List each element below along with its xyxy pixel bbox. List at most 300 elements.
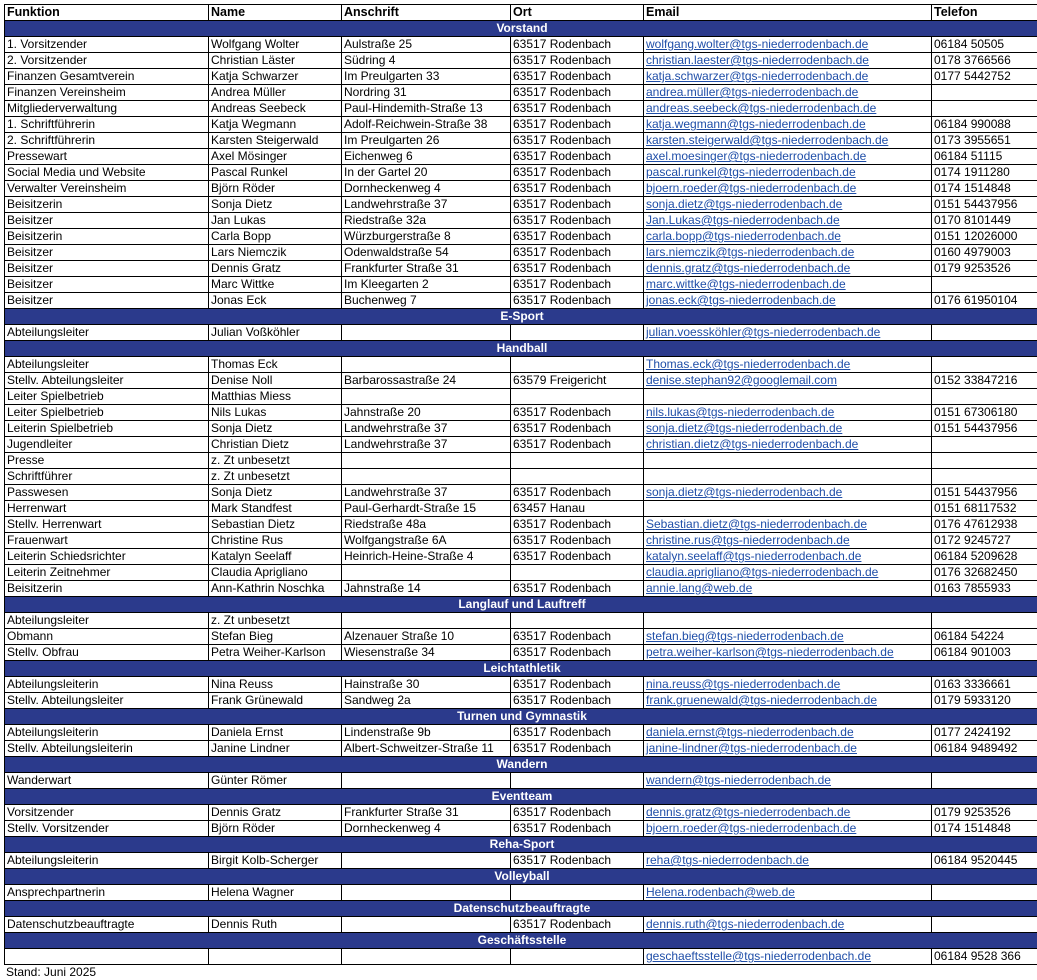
cell-ort: 63579 Freigericht (511, 373, 644, 389)
cell-funktion: Jugendleiter (5, 437, 209, 453)
cell-ort: 63517 Rodenbach (511, 437, 644, 453)
cell-email[interactable]: julian.voessköhler@tgs-niederrodenbach.de (644, 325, 932, 341)
cell-telefon: 0151 54437956 (932, 421, 1037, 437)
cell-anschrift: Würzburgerstraße 8 (342, 229, 511, 245)
cell-name: Julian Voßköhler (209, 325, 342, 341)
cell-anschrift: Wiesenstraße 34 (342, 645, 511, 661)
cell-email[interactable]: bjoern.roeder@tgs-niederrodenbach.de (644, 181, 932, 197)
cell-telefon: 06184 50505 (932, 37, 1037, 53)
cell-email[interactable]: Helena.rodenbach@web.de (644, 885, 932, 901)
section-header (5, 661, 1037, 677)
cell-funktion: Beisitzerin (5, 197, 209, 213)
cell-name (209, 949, 342, 965)
section-title: Geschäftsstelle (5, 933, 1037, 949)
cell-email[interactable]: Sebastian.dietz@tgs-niederrodenbach.de (644, 517, 932, 533)
cell-name: Jan Lukas (209, 213, 342, 229)
cell-ort: 63517 Rodenbach (511, 677, 644, 693)
cell-anschrift: Riedstraße 48a (342, 517, 511, 533)
cell-name: z. Zt unbesetzt (209, 613, 342, 629)
cell-name: Andreas Seebeck (209, 101, 342, 117)
cell-anschrift: Nordring 31 (342, 85, 511, 101)
header-anschrift: Anschrift (342, 5, 511, 21)
cell-ort: 63517 Rodenbach (511, 581, 644, 597)
table-row (5, 773, 1037, 789)
cell-name: Claudia Aprigliano (209, 565, 342, 581)
cell-ort: 63457 Hanau (511, 501, 644, 517)
cell-anschrift: Odenwaldstraße 54 (342, 245, 511, 261)
cell-funktion: Stellv. Herrenwart (5, 517, 209, 533)
cell-name: Pascal Runkel (209, 165, 342, 181)
cell-ort: 63517 Rodenbach (511, 917, 644, 933)
table-row (5, 149, 1037, 165)
cell-email[interactable]: sonja.dietz@tgs-niederrodenbach.de (644, 197, 932, 213)
cell-anschrift: Hainstraße 30 (342, 677, 511, 693)
cell-email[interactable]: nina.reuss@tgs-niederrodenbach.de (644, 677, 932, 693)
cell-anschrift (342, 949, 511, 965)
header-telefon: Telefon (932, 5, 1037, 21)
cell-email[interactable]: nils.lukas@tgs-niederrodenbach.de (644, 405, 932, 421)
table-row (5, 389, 1037, 405)
cell-ort: 63517 Rodenbach (511, 821, 644, 837)
cell-email[interactable]: daniela.ernst@tgs-niederrodenbach.de (644, 725, 932, 741)
cell-funktion: Finanzen Vereinsheim (5, 85, 209, 101)
cell-email[interactable]: christian.dietz@tgs-niederrodenbach.de (644, 437, 932, 453)
cell-telefon: 06184 901003 (932, 645, 1037, 661)
table-row (5, 533, 1037, 549)
table-row (5, 69, 1037, 85)
cell-email[interactable]: andreas.seebeck@tgs-niederrodenbach.de (644, 101, 932, 117)
cell-name: Andrea Müller (209, 85, 342, 101)
cell-telefon: 0179 9253526 (932, 805, 1037, 821)
table-row (5, 117, 1037, 133)
cell-funktion: 2. Schriftführerin (5, 133, 209, 149)
cell-email[interactable]: wandern@tgs-niederrodenbach.de (644, 773, 932, 789)
cell-ort: 63517 Rodenbach (511, 725, 644, 741)
header-name: Name (209, 5, 342, 21)
cell-anschrift (342, 453, 511, 469)
cell-telefon: 06184 9528 366 (932, 949, 1037, 965)
cell-email[interactable]: jonas.eck@tgs-niederrodenbach.de (644, 293, 932, 309)
cell-telefon: 0151 54437956 (932, 197, 1037, 213)
cell-telefon: 06184 5209628 (932, 549, 1037, 565)
cell-ort (511, 565, 644, 581)
section-header (5, 757, 1037, 773)
cell-ort: 63517 Rodenbach (511, 645, 644, 661)
cell-funktion: Stellv. Obfrau (5, 645, 209, 661)
cell-name: Dennis Ruth (209, 917, 342, 933)
cell-anschrift (342, 917, 511, 933)
cell-telefon: 0151 12026000 (932, 229, 1037, 245)
table-row (5, 85, 1037, 101)
table-row (5, 805, 1037, 821)
section-header (5, 933, 1037, 949)
cell-name: Katja Wegmann (209, 117, 342, 133)
cell-ort: 63517 Rodenbach (511, 165, 644, 181)
table-row (5, 293, 1037, 309)
cell-funktion: Beisitzer (5, 277, 209, 293)
cell-anschrift: Riedstraße 32a (342, 213, 511, 229)
table-row (5, 517, 1037, 533)
cell-email (644, 389, 932, 405)
section-title: Vorstand (5, 21, 1037, 37)
cell-name: Lars Niemczik (209, 245, 342, 261)
cell-email (644, 469, 932, 485)
cell-funktion: Stellv. Abteilungsleiter (5, 693, 209, 709)
cell-ort: 63517 Rodenbach (511, 421, 644, 437)
table-row (5, 645, 1037, 661)
cell-anschrift: Im Kleegarten 2 (342, 277, 511, 293)
cell-funktion: Leiterin Spielbetrieb (5, 421, 209, 437)
cell-anschrift: Jahnstraße 20 (342, 405, 511, 421)
cell-anschrift: Buchenweg 7 (342, 293, 511, 309)
cell-name: Janine Lindner (209, 741, 342, 757)
cell-telefon: 06184 54224 (932, 629, 1037, 645)
table-row (5, 629, 1037, 645)
cell-ort: 63517 Rodenbach (511, 517, 644, 533)
cell-telefon (932, 885, 1037, 901)
cell-anschrift: Jahnstraße 14 (342, 581, 511, 597)
table-row (5, 549, 1037, 565)
cell-anschrift: Südring 4 (342, 53, 511, 69)
cell-ort: 63517 Rodenbach (511, 197, 644, 213)
cell-ort: 63517 Rodenbach (511, 629, 644, 645)
cell-email[interactable]: petra.weiher-karlson@tgs-niederrodenbach.de (644, 645, 932, 661)
table-row (5, 261, 1037, 277)
table-row (5, 421, 1037, 437)
cell-name: Stefan Bieg (209, 629, 342, 645)
section-header (5, 901, 1037, 917)
cell-anschrift: Paul-Hindemith-Straße 13 (342, 101, 511, 117)
cell-funktion (5, 949, 209, 965)
cell-funktion: Stellv. Abteilungsleiter (5, 373, 209, 389)
cell-email[interactable]: katja.wegmann@tgs-niederrodenbach.de (644, 117, 932, 133)
cell-ort: 63517 Rodenbach (511, 485, 644, 501)
table-row (5, 213, 1037, 229)
cell-email[interactable]: pascal.runkel@tgs-niederrodenbach.de (644, 165, 932, 181)
section-header (5, 789, 1037, 805)
cell-name: Carla Bopp (209, 229, 342, 245)
cell-funktion: Leiterin Zeitnehmer (5, 565, 209, 581)
cell-email (644, 501, 932, 517)
cell-name: Sonja Dietz (209, 197, 342, 213)
table-row (5, 197, 1037, 213)
cell-email[interactable]: janine-lindner@tgs-niederrodenbach.de (644, 741, 932, 757)
cell-anschrift: Dornheckenweg 4 (342, 181, 511, 197)
header-row (5, 5, 1037, 21)
cell-anschrift (342, 357, 511, 373)
cell-name: Sebastian Dietz (209, 517, 342, 533)
cell-anschrift: Paul-Gerhardt-Straße 15 (342, 501, 511, 517)
cell-telefon: 0152 33847216 (932, 373, 1037, 389)
cell-email[interactable]: karsten.steigerwald@tgs-niederrodenbach.de (644, 133, 932, 149)
footer-date: Stand: Juni 2025 (6, 965, 97, 979)
cell-funktion: Stellv. Vorsitzender (5, 821, 209, 837)
cell-name: Dennis Gratz (209, 261, 342, 277)
cell-email[interactable]: christine.rus@tgs-niederrodenbach.de (644, 533, 932, 549)
cell-name: Christian Läster (209, 53, 342, 69)
cell-name: Petra Weiher-Karlson (209, 645, 342, 661)
cell-email[interactable]: bjoern.roeder@tgs-niederrodenbach.de (644, 821, 932, 837)
table-row (5, 501, 1037, 517)
cell-funktion: Abteilungsleiterin (5, 853, 209, 869)
cell-funktion: 2. Vorsitzender (5, 53, 209, 69)
table-row (5, 133, 1037, 149)
cell-telefon: 0151 54437956 (932, 485, 1037, 501)
cell-telefon: 0151 67306180 (932, 405, 1037, 421)
cell-email[interactable]: frank.gruenewald@tgs-niederrodenbach.de (644, 693, 932, 709)
cell-telefon: 06184 51115 (932, 149, 1037, 165)
cell-name: Sonja Dietz (209, 485, 342, 501)
cell-name: Dennis Gratz (209, 805, 342, 821)
cell-email[interactable]: claudia.aprigliano@tgs-niederrodenbach.de (644, 565, 932, 581)
cell-telefon (932, 437, 1037, 453)
section-header (5, 309, 1037, 325)
cell-name: Katalyn Seelaff (209, 549, 342, 565)
table-row (5, 181, 1037, 197)
cell-anschrift: Lindenstraße 9b (342, 725, 511, 741)
cell-funktion: Vorsitzender (5, 805, 209, 821)
table-row (5, 741, 1037, 757)
cell-email[interactable]: Jan.Lukas@tgs-niederrodenbach.de (644, 213, 932, 229)
cell-funktion: Stellv. Abteilungsleiterin (5, 741, 209, 757)
table-row (5, 469, 1037, 485)
cell-anschrift: Frankfurter Straße 31 (342, 805, 511, 821)
cell-funktion: 1. Vorsitzender (5, 37, 209, 53)
cell-name: Günter Römer (209, 773, 342, 789)
cell-telefon: 0170 8101449 (932, 213, 1037, 229)
table-row (5, 245, 1037, 261)
cell-name: Birgit Kolb-Scherger (209, 853, 342, 869)
cell-funktion: Beisitzer (5, 245, 209, 261)
cell-ort (511, 469, 644, 485)
cell-telefon: 0163 7855933 (932, 581, 1037, 597)
cell-ort: 63517 Rodenbach (511, 277, 644, 293)
cell-telefon: 0176 61950104 (932, 293, 1037, 309)
table-row (5, 53, 1037, 69)
cell-funktion: Beisitzer (5, 213, 209, 229)
cell-ort: 63517 Rodenbach (511, 805, 644, 821)
cell-funktion: Abteilungsleiter (5, 613, 209, 629)
table-row (5, 917, 1037, 933)
cell-telefon (932, 357, 1037, 373)
cell-telefon (932, 277, 1037, 293)
table-row (5, 229, 1037, 245)
table-row (5, 485, 1037, 501)
cell-telefon: 0174 1911280 (932, 165, 1037, 181)
cell-funktion: Passwesen (5, 485, 209, 501)
cell-telefon: 0174 1514848 (932, 821, 1037, 837)
cell-anschrift: Aulstraße 25 (342, 37, 511, 53)
table-row (5, 725, 1037, 741)
cell-email[interactable]: dennis.ruth@tgs-niederrodenbach.de (644, 917, 932, 933)
table-row (5, 453, 1037, 469)
cell-ort: 63517 Rodenbach (511, 117, 644, 133)
cell-funktion: Herrenwart (5, 501, 209, 517)
cell-email[interactable]: axel.moesinger@tgs-niederrodenbach.de (644, 149, 932, 165)
cell-email[interactable]: reha@tgs-niederrodenbach.de (644, 853, 932, 869)
table-row (5, 165, 1037, 181)
cell-email[interactable]: christian.laester@tgs-niederrodenbach.de (644, 53, 932, 69)
contact-table (4, 4, 1037, 965)
cell-email[interactable]: dennis.gratz@tgs-niederrodenbach.de (644, 805, 932, 821)
cell-telefon: 06184 990088 (932, 117, 1037, 133)
section-title: Turnen und Gymnastik (5, 709, 1037, 725)
cell-name: Christian Dietz (209, 437, 342, 453)
cell-email[interactable]: wolfgang.wolter@tgs-niederrodenbach.de (644, 37, 932, 53)
cell-telefon (932, 85, 1037, 101)
cell-funktion: Datenschutzbeauftragte (5, 917, 209, 933)
cell-ort: 63517 Rodenbach (511, 405, 644, 421)
cell-name: Björn Röder (209, 821, 342, 837)
cell-telefon: 0172 9245727 (932, 533, 1037, 549)
section-title: Leichtathletik (5, 661, 1037, 677)
table-body (5, 21, 1037, 965)
cell-name: Frank Grünewald (209, 693, 342, 709)
cell-funktion: Beisitzerin (5, 581, 209, 597)
table-row (5, 693, 1037, 709)
cell-email[interactable]: katja.schwarzer@tgs-niederrodenbach.de (644, 69, 932, 85)
cell-anschrift: Wolfgangstraße 6A (342, 533, 511, 549)
cell-funktion: Beisitzer (5, 261, 209, 277)
cell-ort (511, 389, 644, 405)
cell-ort: 63517 Rodenbach (511, 853, 644, 869)
cell-ort (511, 613, 644, 629)
cell-telefon: 06184 9520445 (932, 853, 1037, 869)
cell-name: Jonas Eck (209, 293, 342, 309)
cell-anschrift: Im Preulgarten 26 (342, 133, 511, 149)
cell-funktion: Social Media und Website (5, 165, 209, 181)
cell-name: Nils Lukas (209, 405, 342, 421)
cell-email[interactable]: stefan.bieg@tgs-niederrodenbach.de (644, 629, 932, 645)
table-row (5, 277, 1037, 293)
cell-anschrift: Alzenauer Straße 10 (342, 629, 511, 645)
cell-email[interactable]: katalyn.seelaff@tgs-niederrodenbach.de (644, 549, 932, 565)
cell-email[interactable]: geschaeftsstelle@tgs-niederrodenbach.de (644, 949, 932, 965)
cell-anschrift (342, 565, 511, 581)
cell-funktion: Verwalter Vereinsheim (5, 181, 209, 197)
cell-email[interactable]: annie.lang@web.de (644, 581, 932, 597)
cell-anschrift (342, 885, 511, 901)
cell-ort: 63517 Rodenbach (511, 53, 644, 69)
cell-email[interactable]: andrea.müller@tgs-niederrodenbach.de (644, 85, 932, 101)
header-funktion: Funktion (5, 5, 209, 21)
cell-funktion: Leiterin Schiedsrichter (5, 549, 209, 565)
section-title: E-Sport (5, 309, 1037, 325)
cell-telefon: 0176 47612938 (932, 517, 1037, 533)
cell-telefon: 0177 2424192 (932, 725, 1037, 741)
section-header (5, 341, 1037, 357)
cell-funktion: Presse (5, 453, 209, 469)
cell-telefon (932, 773, 1037, 789)
cell-ort: 63517 Rodenbach (511, 229, 644, 245)
cell-anschrift: Heinrich-Heine-Straße 4 (342, 549, 511, 565)
cell-funktion: Leiter Spielbetrieb (5, 405, 209, 421)
cell-funktion: Schriftführer (5, 469, 209, 485)
cell-ort: 63517 Rodenbach (511, 85, 644, 101)
cell-funktion: Beisitzerin (5, 229, 209, 245)
cell-ort: 63517 Rodenbach (511, 69, 644, 85)
table-row (5, 405, 1037, 421)
header-ort: Ort (511, 5, 644, 21)
cell-telefon (932, 613, 1037, 629)
cell-name: z. Zt unbesetzt (209, 469, 342, 485)
table-row (5, 357, 1037, 373)
cell-ort: 63517 Rodenbach (511, 693, 644, 709)
cell-ort: 63517 Rodenbach (511, 293, 644, 309)
cell-ort: 63517 Rodenbach (511, 149, 644, 165)
cell-telefon (932, 469, 1037, 485)
cell-email[interactable]: carla.bopp@tgs-niederrodenbach.de (644, 229, 932, 245)
cell-anschrift: Eichenweg 6 (342, 149, 511, 165)
cell-telefon (932, 453, 1037, 469)
cell-anschrift: Landwehrstraße 37 (342, 437, 511, 453)
section-title: Eventteam (5, 789, 1037, 805)
cell-name: Sonja Dietz (209, 421, 342, 437)
cell-email[interactable]: denise.stephan92@googlemail.com (644, 373, 932, 389)
cell-ort (511, 453, 644, 469)
cell-email[interactable]: lars.niemczik@tgs-niederrodenbach.de (644, 245, 932, 261)
cell-name: Daniela Ernst (209, 725, 342, 741)
section-header (5, 597, 1037, 613)
cell-ort (511, 773, 644, 789)
cell-anschrift: Dornheckenweg 4 (342, 821, 511, 837)
cell-email[interactable]: sonja.dietz@tgs-niederrodenbach.de (644, 485, 932, 501)
cell-telefon: 0163 3336661 (932, 677, 1037, 693)
cell-anschrift (342, 853, 511, 869)
header-email: Email (644, 5, 932, 21)
cell-name: Matthias Miess (209, 389, 342, 405)
table-row (5, 581, 1037, 597)
cell-email[interactable]: dennis.gratz@tgs-niederrodenbach.de (644, 261, 932, 277)
cell-telefon (932, 325, 1037, 341)
cell-anschrift (342, 469, 511, 485)
cell-name: Denise Noll (209, 373, 342, 389)
cell-ort (511, 949, 644, 965)
cell-telefon (932, 917, 1037, 933)
section-header (5, 21, 1037, 37)
section-title: Wandern (5, 757, 1037, 773)
cell-email[interactable]: marc.wittke@tgs-niederrodenbach.de (644, 277, 932, 293)
cell-telefon (932, 101, 1037, 117)
cell-telefon: 0176 32682450 (932, 565, 1037, 581)
cell-name: Karsten Steigerwald (209, 133, 342, 149)
table-row (5, 437, 1037, 453)
table-row (5, 37, 1037, 53)
cell-name: z. Zt unbesetzt (209, 453, 342, 469)
table-row (5, 613, 1037, 629)
cell-email[interactable]: Thomas.eck@tgs-niederrodenbach.de (644, 357, 932, 373)
cell-ort: 63517 Rodenbach (511, 133, 644, 149)
cell-name: Nina Reuss (209, 677, 342, 693)
cell-ort (511, 885, 644, 901)
cell-anschrift: Landwehrstraße 37 (342, 197, 511, 213)
cell-email[interactable]: sonja.dietz@tgs-niederrodenbach.de (644, 421, 932, 437)
section-title: Langlauf und Lauftreff (5, 597, 1037, 613)
cell-name: Marc Wittke (209, 277, 342, 293)
cell-anschrift (342, 773, 511, 789)
cell-telefon: 0179 9253526 (932, 261, 1037, 277)
section-header (5, 837, 1037, 853)
cell-anschrift (342, 389, 511, 405)
cell-ort: 63517 Rodenbach (511, 37, 644, 53)
cell-ort (511, 357, 644, 373)
table-row (5, 373, 1037, 389)
table-row (5, 821, 1037, 837)
cell-funktion: Mitgliederverwaltung (5, 101, 209, 117)
cell-funktion: Wanderwart (5, 773, 209, 789)
cell-ort: 63517 Rodenbach (511, 261, 644, 277)
section-title: Volleyball (5, 869, 1037, 885)
